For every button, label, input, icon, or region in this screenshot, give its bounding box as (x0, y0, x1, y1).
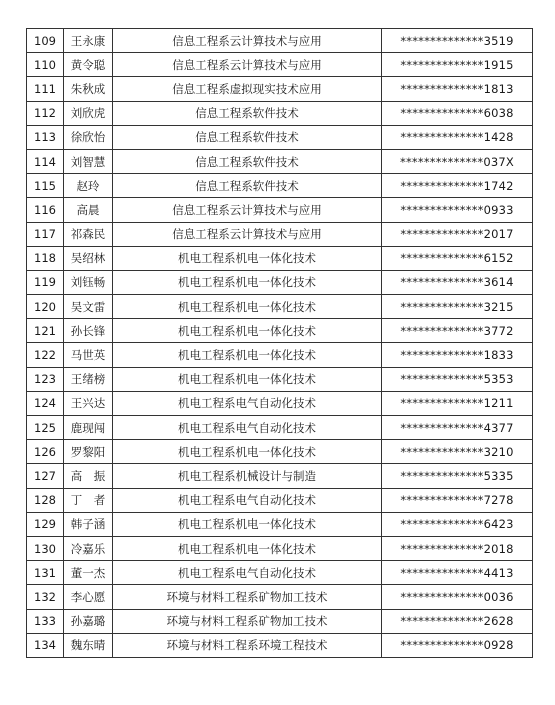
row-number-cell: 130 (27, 536, 64, 560)
table-row (27, 512, 533, 536)
table-row (27, 295, 533, 319)
department-major-cell: 机电工程系电气自动化技术 (113, 488, 382, 512)
row-number-cell: 118 (27, 246, 64, 270)
student-name-cell: 孙长锋 (64, 319, 113, 343)
table-row (27, 416, 533, 440)
department-major-cell: 信息工程系软件技术 (113, 125, 382, 149)
table-row (27, 270, 533, 294)
student-name-cell: 王兴达 (64, 391, 113, 415)
table-row (27, 125, 533, 149)
masked-id-cell: **************3772 (382, 319, 533, 343)
table-row (27, 561, 533, 585)
roster-body (27, 29, 533, 658)
masked-id-cell: **************0928 (382, 633, 533, 657)
student-name-cell: 祁森民 (64, 222, 113, 246)
department-major-cell: 机电工程系机电一体化技术 (113, 440, 382, 464)
row-number-cell: 125 (27, 416, 64, 440)
masked-id-cell: **************1742 (382, 174, 533, 198)
department-major-cell: 环境与材料工程系矿物加工技术 (113, 609, 382, 633)
row-number-cell: 133 (27, 609, 64, 633)
table-row (27, 609, 533, 633)
table-row (27, 536, 533, 560)
student-name-cell: 王永康 (64, 29, 113, 53)
table-row (27, 633, 533, 657)
department-major-cell: 机电工程系机电一体化技术 (113, 367, 382, 391)
table-row (27, 198, 533, 222)
row-number-cell: 115 (27, 174, 64, 198)
department-major-cell: 信息工程系云计算技术与应用 (113, 53, 382, 77)
student-name-cell: 冷嘉乐 (64, 536, 113, 560)
masked-id-cell: **************1813 (382, 77, 533, 101)
row-number-cell: 132 (27, 585, 64, 609)
student-name-cell: 丁 者 (64, 488, 113, 512)
student-name-cell: 孙嘉璐 (64, 609, 113, 633)
student-name-cell: 刘智慧 (64, 149, 113, 173)
row-number-cell: 124 (27, 391, 64, 415)
department-major-cell: 信息工程系云计算技术与应用 (113, 198, 382, 222)
student-name-cell: 徐欣怡 (64, 125, 113, 149)
masked-id-cell: **************3614 (382, 270, 533, 294)
row-number-cell: 123 (27, 367, 64, 391)
masked-id-cell: **************2017 (382, 222, 533, 246)
row-number-cell: 116 (27, 198, 64, 222)
table-row (27, 53, 533, 77)
masked-id-cell: **************6423 (382, 512, 533, 536)
row-number-cell: 110 (27, 53, 64, 77)
table-row (27, 391, 533, 415)
row-number-cell: 122 (27, 343, 64, 367)
student-name-cell: 刘钰畅 (64, 270, 113, 294)
masked-id-cell: **************4377 (382, 416, 533, 440)
masked-id-cell: **************7278 (382, 488, 533, 512)
masked-id-cell: **************1428 (382, 125, 533, 149)
department-major-cell: 机电工程系机械设计与制造 (113, 464, 382, 488)
table-row (27, 174, 533, 198)
department-major-cell: 机电工程系电气自动化技术 (113, 561, 382, 585)
department-major-cell: 机电工程系电气自动化技术 (113, 391, 382, 415)
student-name-cell: 鹿现闯 (64, 416, 113, 440)
row-number-cell: 111 (27, 77, 64, 101)
department-major-cell: 信息工程系云计算技术与应用 (113, 222, 382, 246)
department-major-cell: 信息工程系软件技术 (113, 174, 382, 198)
masked-id-cell: **************5353 (382, 367, 533, 391)
table-row (27, 367, 533, 391)
student-name-cell: 王绪榜 (64, 367, 113, 391)
masked-id-cell: **************6152 (382, 246, 533, 270)
row-number-cell: 114 (27, 149, 64, 173)
table-row (27, 101, 533, 125)
table-row (27, 488, 533, 512)
row-number-cell: 109 (27, 29, 64, 53)
student-name-cell: 魏东晴 (64, 633, 113, 657)
student-name-cell: 朱秋成 (64, 77, 113, 101)
table-row (27, 222, 533, 246)
masked-id-cell: **************0036 (382, 585, 533, 609)
table-row (27, 149, 533, 173)
department-major-cell: 信息工程系软件技术 (113, 101, 382, 125)
department-major-cell: 机电工程系机电一体化技术 (113, 512, 382, 536)
table-row (27, 29, 533, 53)
student-name-cell: 吴绍林 (64, 246, 113, 270)
student-name-cell: 马世英 (64, 343, 113, 367)
row-number-cell: 112 (27, 101, 64, 125)
department-major-cell: 机电工程系电气自动化技术 (113, 416, 382, 440)
masked-id-cell: **************3215 (382, 295, 533, 319)
masked-id-cell: **************1833 (382, 343, 533, 367)
department-major-cell: 机电工程系机电一体化技术 (113, 343, 382, 367)
department-major-cell: 环境与材料工程系环境工程技术 (113, 633, 382, 657)
department-major-cell: 机电工程系机电一体化技术 (113, 536, 382, 560)
student-name-cell: 黄令聪 (64, 53, 113, 77)
student-name-cell: 高 振 (64, 464, 113, 488)
department-major-cell: 机电工程系机电一体化技术 (113, 270, 382, 294)
table-row (27, 440, 533, 464)
row-number-cell: 126 (27, 440, 64, 464)
masked-id-cell: **************3210 (382, 440, 533, 464)
masked-id-cell: **************1915 (382, 53, 533, 77)
masked-id-cell: **************2628 (382, 609, 533, 633)
masked-id-cell: **************2018 (382, 536, 533, 560)
student-name-cell: 韩子涵 (64, 512, 113, 536)
department-major-cell: 信息工程系软件技术 (113, 149, 382, 173)
masked-id-cell: **************6038 (382, 101, 533, 125)
masked-id-cell: **************1211 (382, 391, 533, 415)
student-name-cell: 罗黎阳 (64, 440, 113, 464)
masked-id-cell: **************5335 (382, 464, 533, 488)
department-major-cell: 机电工程系机电一体化技术 (113, 246, 382, 270)
department-major-cell: 信息工程系云计算技术与应用 (113, 29, 382, 53)
row-number-cell: 119 (27, 270, 64, 294)
student-roster-table (26, 28, 533, 658)
masked-id-cell: **************0933 (382, 198, 533, 222)
row-number-cell: 113 (27, 125, 64, 149)
row-number-cell: 117 (27, 222, 64, 246)
row-number-cell: 120 (27, 295, 64, 319)
department-major-cell: 信息工程系虚拟现实技术应用 (113, 77, 382, 101)
student-name-cell: 吴文雷 (64, 295, 113, 319)
row-number-cell: 134 (27, 633, 64, 657)
masked-id-cell: **************037X (382, 149, 533, 173)
student-name-cell: 高晨 (64, 198, 113, 222)
table-row (27, 343, 533, 367)
department-major-cell: 环境与材料工程系矿物加工技术 (113, 585, 382, 609)
table-row (27, 585, 533, 609)
student-name-cell: 董一杰 (64, 561, 113, 585)
table-row (27, 319, 533, 343)
row-number-cell: 127 (27, 464, 64, 488)
row-number-cell: 129 (27, 512, 64, 536)
department-major-cell: 机电工程系机电一体化技术 (113, 319, 382, 343)
department-major-cell: 机电工程系机电一体化技术 (113, 295, 382, 319)
student-name-cell: 赵玲 (64, 174, 113, 198)
masked-id-cell: **************4413 (382, 561, 533, 585)
table-row (27, 77, 533, 101)
row-number-cell: 121 (27, 319, 64, 343)
row-number-cell: 131 (27, 561, 64, 585)
table-row (27, 464, 533, 488)
student-name-cell: 刘欣虎 (64, 101, 113, 125)
row-number-cell: 128 (27, 488, 64, 512)
student-name-cell: 李心愿 (64, 585, 113, 609)
masked-id-cell: **************3519 (382, 29, 533, 53)
table-row (27, 246, 533, 270)
